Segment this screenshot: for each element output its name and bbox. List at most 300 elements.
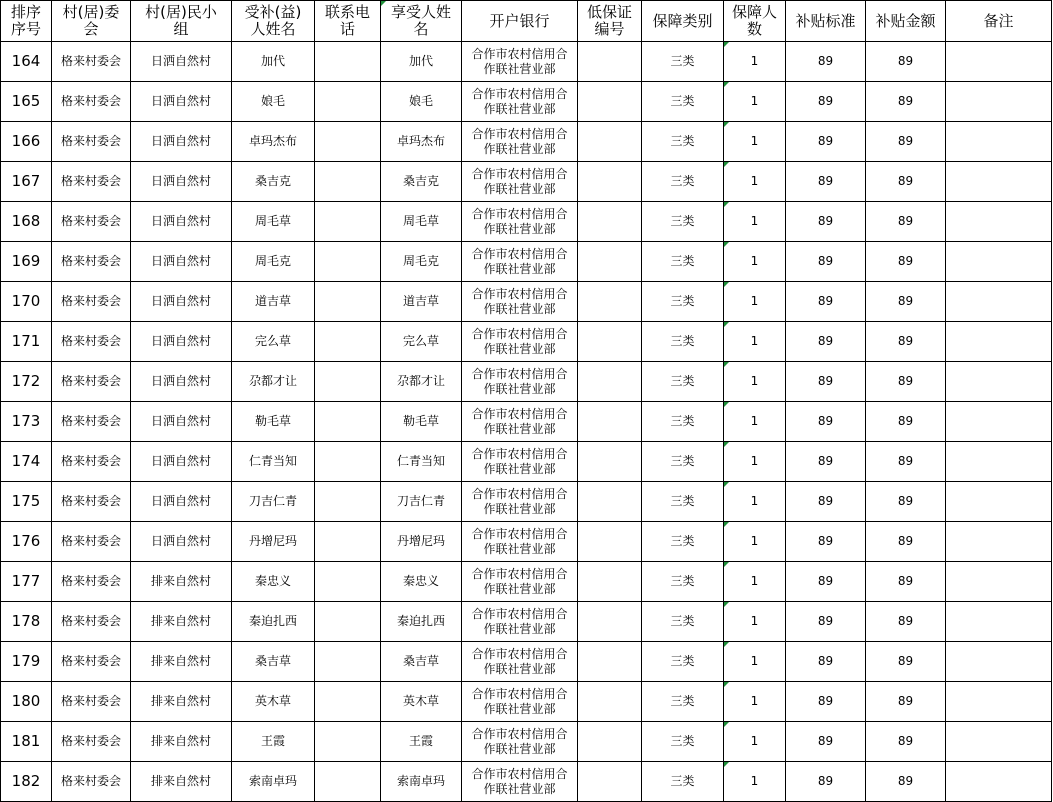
cell-beneficiary[interactable]: [381, 82, 462, 122]
cell-group[interactable]: [131, 682, 232, 722]
cell-group[interactable]: [131, 562, 232, 602]
cell-category[interactable]: [642, 722, 724, 762]
cell-dibao[interactable]: [578, 762, 642, 802]
cell-group[interactable]: [131, 642, 232, 682]
cell-beneficiary-text: 卓玛杰布: [396, 134, 445, 148]
cell-committee[interactable]: [52, 242, 131, 282]
cell-standard[interactable]: [786, 482, 866, 522]
cell-seq[interactable]: [1, 202, 52, 242]
cell-note[interactable]: [946, 522, 1052, 562]
cell-dibao[interactable]: [578, 362, 642, 402]
cell-category[interactable]: [642, 322, 724, 362]
cell-recipient[interactable]: [232, 282, 315, 322]
cell-group[interactable]: [131, 282, 232, 322]
cell-phone[interactable]: [315, 442, 381, 482]
cell-bank[interactable]: [462, 522, 578, 562]
cell-phone[interactable]: [315, 642, 381, 682]
cell-amount[interactable]: [866, 202, 946, 242]
cell-committee[interactable]: [52, 562, 131, 602]
cell-standard[interactable]: [786, 442, 866, 482]
cell-recipient[interactable]: [232, 482, 315, 522]
cell-beneficiary[interactable]: [381, 522, 462, 562]
cell-standard[interactable]: [786, 282, 866, 322]
header-group[interactable]: [131, 1, 232, 42]
cell-category[interactable]: [642, 242, 724, 282]
cell-beneficiary[interactable]: [381, 242, 462, 282]
cell-count[interactable]: [724, 482, 786, 522]
cell-dibao[interactable]: [578, 482, 642, 522]
cell-bank[interactable]: [462, 322, 578, 362]
cell-beneficiary-text: 娘毛: [408, 94, 433, 108]
cell-seq[interactable]: [1, 562, 52, 602]
cell-group[interactable]: [131, 762, 232, 802]
cell-dibao[interactable]: [578, 682, 642, 722]
cell-phone[interactable]: [315, 762, 381, 802]
cell-standard-text: 89: [817, 774, 834, 788]
cell-standard[interactable]: [786, 682, 866, 722]
cell-amount[interactable]: [866, 242, 946, 282]
cell-note[interactable]: [946, 82, 1052, 122]
cell-bank[interactable]: [462, 602, 578, 642]
cell-phone[interactable]: [315, 562, 381, 602]
cell-category[interactable]: [642, 602, 724, 642]
cell-count-text: 1: [750, 94, 759, 108]
header-amount[interactable]: [866, 1, 946, 42]
cell-bank[interactable]: [462, 562, 578, 602]
cell-beneficiary[interactable]: [381, 602, 462, 642]
header-standard[interactable]: [786, 1, 866, 42]
cell-recipient[interactable]: [232, 162, 315, 202]
cell-category-text: 三类: [670, 214, 695, 228]
cell-seq[interactable]: [1, 282, 52, 322]
cell-beneficiary[interactable]: [381, 122, 462, 162]
header-seq[interactable]: [1, 1, 52, 42]
cell-group[interactable]: [131, 522, 232, 562]
cell-recipient[interactable]: [232, 682, 315, 722]
cell-standard[interactable]: [786, 322, 866, 362]
cell-bank[interactable]: [462, 682, 578, 722]
cell-phone[interactable]: [315, 362, 381, 402]
cell-count[interactable]: [724, 202, 786, 242]
cell-phone[interactable]: [315, 682, 381, 722]
cell-bank[interactable]: [462, 722, 578, 762]
header-note[interactable]: [946, 1, 1052, 42]
cell-amount[interactable]: [866, 522, 946, 562]
cell-dibao[interactable]: [578, 282, 642, 322]
cell-count[interactable]: [724, 722, 786, 762]
cell-dibao[interactable]: [578, 42, 642, 82]
cell-committee-text: 格来村委会: [60, 254, 121, 268]
cell-committee[interactable]: [52, 522, 131, 562]
cell-group[interactable]: [131, 82, 232, 122]
cell-amount[interactable]: [866, 722, 946, 762]
header-beneficiary[interactable]: [381, 1, 462, 42]
cell-category[interactable]: [642, 442, 724, 482]
cell-phone[interactable]: [315, 722, 381, 762]
cell-note[interactable]: [946, 122, 1052, 162]
cell-recipient[interactable]: [232, 602, 315, 642]
cell-bank[interactable]: [462, 42, 578, 82]
header-count[interactable]: [724, 1, 786, 42]
cell-standard[interactable]: [786, 362, 866, 402]
cell-standard[interactable]: [786, 562, 866, 602]
cell-category[interactable]: [642, 282, 724, 322]
cell-category[interactable]: [642, 82, 724, 122]
cell-group-text: 日洒自然村: [150, 294, 211, 308]
cell-seq[interactable]: [1, 482, 52, 522]
cell-committee-text: 格来村委会: [60, 94, 121, 108]
cell-category[interactable]: [642, 162, 724, 202]
cell-note[interactable]: [946, 562, 1052, 602]
cell-seq[interactable]: [1, 522, 52, 562]
cell-group[interactable]: [131, 122, 232, 162]
cell-amount[interactable]: [866, 562, 946, 602]
cell-amount[interactable]: [866, 442, 946, 482]
cell-count[interactable]: [724, 642, 786, 682]
comment-marker: [724, 522, 729, 527]
cell-recipient[interactable]: [232, 82, 315, 122]
cell-phone[interactable]: [315, 322, 381, 362]
cell-group[interactable]: [131, 322, 232, 362]
cell-beneficiary[interactable]: [381, 42, 462, 82]
cell-standard[interactable]: [786, 642, 866, 682]
cell-group[interactable]: [131, 242, 232, 282]
cell-phone[interactable]: [315, 202, 381, 242]
cell-group[interactable]: [131, 402, 232, 442]
cell-recipient[interactable]: [232, 722, 315, 762]
cell-recipient[interactable]: [232, 442, 315, 482]
cell-count-text: 1: [750, 294, 759, 308]
cell-bank[interactable]: [462, 362, 578, 402]
cell-committee[interactable]: [52, 282, 131, 322]
cell-phone[interactable]: [315, 602, 381, 642]
cell-amount[interactable]: [866, 162, 946, 202]
cell-standard[interactable]: [786, 202, 866, 242]
cell-committee[interactable]: [52, 122, 131, 162]
cell-recipient-text: 周毛草: [254, 214, 291, 228]
cell-dibao[interactable]: [578, 522, 642, 562]
cell-category[interactable]: [642, 642, 724, 682]
header-dibao[interactable]: [578, 1, 642, 42]
cell-seq[interactable]: [1, 722, 52, 762]
cell-recipient[interactable]: [232, 402, 315, 442]
cell-category[interactable]: [642, 522, 724, 562]
cell-committee-text: 格来村委会: [60, 214, 121, 228]
cell-recipient[interactable]: [232, 202, 315, 242]
cell-seq[interactable]: [1, 82, 52, 122]
header-bank[interactable]: [462, 1, 578, 42]
cell-note[interactable]: [946, 722, 1052, 762]
header-standard-label: 补贴标准: [795, 11, 856, 30]
cell-beneficiary[interactable]: [381, 682, 462, 722]
cell-standard[interactable]: [786, 122, 866, 162]
cell-standard[interactable]: [786, 722, 866, 762]
cell-amount[interactable]: [866, 482, 946, 522]
cell-committee[interactable]: [52, 402, 131, 442]
cell-dibao[interactable]: [578, 162, 642, 202]
cell-recipient[interactable]: [232, 122, 315, 162]
cell-dibao[interactable]: [578, 82, 642, 122]
cell-seq[interactable]: [1, 642, 52, 682]
cell-note[interactable]: [946, 682, 1052, 722]
cell-committee[interactable]: [52, 202, 131, 242]
cell-seq-text: 179: [11, 652, 41, 670]
cell-seq[interactable]: [1, 362, 52, 402]
cell-count[interactable]: [724, 322, 786, 362]
cell-amount[interactable]: [866, 322, 946, 362]
cell-category[interactable]: [642, 682, 724, 722]
cell-count-text: 1: [750, 614, 759, 628]
cell-beneficiary[interactable]: [381, 402, 462, 442]
cell-committee[interactable]: [52, 682, 131, 722]
cell-seq[interactable]: [1, 682, 52, 722]
cell-bank[interactable]: [462, 402, 578, 442]
cell-recipient[interactable]: [232, 522, 315, 562]
header-recipient-label: 受补(益) 人姓名: [244, 3, 302, 38]
cell-bank[interactable]: [462, 162, 578, 202]
cell-phone[interactable]: [315, 162, 381, 202]
cell-group[interactable]: [131, 162, 232, 202]
cell-category[interactable]: [642, 482, 724, 522]
cell-committee-text: 格来村委会: [60, 534, 121, 548]
cell-standard[interactable]: [786, 402, 866, 442]
cell-amount[interactable]: [866, 602, 946, 642]
cell-note[interactable]: [946, 602, 1052, 642]
cell-category[interactable]: [642, 362, 724, 402]
cell-count[interactable]: [724, 242, 786, 282]
cell-amount[interactable]: [866, 642, 946, 682]
cell-count-text: 1: [750, 334, 759, 348]
cell-note[interactable]: [946, 42, 1052, 82]
header-phone[interactable]: [315, 1, 381, 42]
cell-committee[interactable]: [52, 482, 131, 522]
cell-committee[interactable]: [52, 602, 131, 642]
comment-marker: [724, 162, 729, 167]
cell-bank[interactable]: [462, 122, 578, 162]
cell-phone[interactable]: [315, 42, 381, 82]
cell-bank[interactable]: [462, 642, 578, 682]
cell-beneficiary[interactable]: [381, 482, 462, 522]
cell-seq[interactable]: [1, 162, 52, 202]
cell-note[interactable]: [946, 362, 1052, 402]
cell-count[interactable]: [724, 442, 786, 482]
cell-note[interactable]: [946, 442, 1052, 482]
cell-bank[interactable]: [462, 202, 578, 242]
cell-phone[interactable]: [315, 242, 381, 282]
cell-seq[interactable]: [1, 42, 52, 82]
cell-bank[interactable]: [462, 82, 578, 122]
cell-amount-text: 89: [897, 54, 914, 68]
header-count-label: 保障人 数: [731, 3, 777, 38]
cell-count[interactable]: [724, 682, 786, 722]
cell-phone[interactable]: [315, 282, 381, 322]
cell-seq-text: 166: [11, 132, 41, 150]
cell-committee-text: 格来村委会: [60, 694, 121, 708]
cell-category-text: 三类: [670, 334, 695, 348]
cell-phone[interactable]: [315, 122, 381, 162]
cell-count[interactable]: [724, 402, 786, 442]
cell-standard[interactable]: [786, 42, 866, 82]
cell-group[interactable]: [131, 362, 232, 402]
cell-recipient[interactable]: [232, 762, 315, 802]
cell-beneficiary[interactable]: [381, 762, 462, 802]
cell-beneficiary[interactable]: [381, 282, 462, 322]
cell-group[interactable]: [131, 42, 232, 82]
cell-group[interactable]: [131, 442, 232, 482]
cell-seq[interactable]: [1, 762, 52, 802]
cell-committee[interactable]: [52, 762, 131, 802]
cell-recipient[interactable]: [232, 362, 315, 402]
cell-beneficiary[interactable]: [381, 442, 462, 482]
cell-beneficiary[interactable]: [381, 722, 462, 762]
cell-dibao[interactable]: [578, 642, 642, 682]
cell-dibao[interactable]: [578, 122, 642, 162]
cell-beneficiary[interactable]: [381, 202, 462, 242]
cell-count[interactable]: [724, 562, 786, 602]
cell-committee[interactable]: [52, 722, 131, 762]
cell-recipient[interactable]: [232, 242, 315, 282]
table-row: [1, 762, 1052, 802]
cell-phone[interactable]: [315, 482, 381, 522]
header-committee[interactable]: [52, 1, 131, 42]
cell-standard[interactable]: [786, 602, 866, 642]
cell-category[interactable]: [642, 402, 724, 442]
cell-phone[interactable]: [315, 82, 381, 122]
cell-note[interactable]: [946, 202, 1052, 242]
cell-phone[interactable]: [315, 522, 381, 562]
cell-seq-text: 182: [11, 772, 41, 790]
cell-recipient[interactable]: [232, 642, 315, 682]
cell-note[interactable]: [946, 482, 1052, 522]
cell-note[interactable]: [946, 282, 1052, 322]
cell-count[interactable]: [724, 42, 786, 82]
cell-amount[interactable]: [866, 402, 946, 442]
cell-seq[interactable]: [1, 242, 52, 282]
cell-dibao[interactable]: [578, 722, 642, 762]
cell-beneficiary[interactable]: [381, 642, 462, 682]
cell-count[interactable]: [724, 362, 786, 402]
cell-note[interactable]: [946, 762, 1052, 802]
cell-group[interactable]: [131, 722, 232, 762]
cell-committee[interactable]: [52, 642, 131, 682]
cell-phone[interactable]: [315, 402, 381, 442]
cell-beneficiary[interactable]: [381, 362, 462, 402]
cell-beneficiary[interactable]: [381, 162, 462, 202]
cell-count[interactable]: [724, 82, 786, 122]
cell-amount[interactable]: [866, 682, 946, 722]
cell-category-text: 三类: [670, 94, 695, 108]
cell-amount[interactable]: [866, 42, 946, 82]
cell-note[interactable]: [946, 642, 1052, 682]
cell-bank[interactable]: [462, 442, 578, 482]
cell-category[interactable]: [642, 202, 724, 242]
cell-count[interactable]: [724, 602, 786, 642]
cell-seq[interactable]: [1, 322, 52, 362]
cell-count-text: 1: [750, 734, 759, 748]
cell-category[interactable]: [642, 762, 724, 802]
cell-amount-text: 89: [897, 134, 914, 148]
cell-bank[interactable]: [462, 242, 578, 282]
cell-seq[interactable]: [1, 402, 52, 442]
header-note-label: 备注: [983, 11, 1014, 30]
cell-group[interactable]: [131, 482, 232, 522]
cell-dibao[interactable]: [578, 202, 642, 242]
header-category[interactable]: [642, 1, 724, 42]
cell-bank[interactable]: [462, 762, 578, 802]
cell-dibao[interactable]: [578, 402, 642, 442]
cell-standard[interactable]: [786, 522, 866, 562]
cell-beneficiary[interactable]: [381, 322, 462, 362]
cell-bank[interactable]: [462, 282, 578, 322]
cell-count[interactable]: [724, 122, 786, 162]
cell-amount[interactable]: [866, 122, 946, 162]
cell-category[interactable]: [642, 42, 724, 82]
cell-category-text: 三类: [670, 54, 695, 68]
cell-recipient[interactable]: [232, 322, 315, 362]
cell-dibao[interactable]: [578, 322, 642, 362]
header-row: [1, 1, 1052, 42]
cell-amount[interactable]: [866, 82, 946, 122]
cell-dibao[interactable]: [578, 242, 642, 282]
cell-committee[interactable]: [52, 322, 131, 362]
header-recipient[interactable]: [232, 1, 315, 42]
cell-standard[interactable]: [786, 242, 866, 282]
header-phone-label: 联系电 话: [324, 3, 370, 38]
cell-note[interactable]: [946, 162, 1052, 202]
cell-committee-text: 格来村委会: [60, 614, 121, 628]
cell-note[interactable]: [946, 242, 1052, 282]
cell-dibao[interactable]: [578, 562, 642, 602]
cell-beneficiary[interactable]: [381, 562, 462, 602]
cell-bank-text: 合作市农村信用合 作联社营业部: [471, 446, 568, 476]
cell-seq[interactable]: [1, 122, 52, 162]
cell-amount[interactable]: [866, 282, 946, 322]
cell-note[interactable]: [946, 402, 1052, 442]
cell-amount[interactable]: [866, 362, 946, 402]
cell-committee[interactable]: [52, 162, 131, 202]
cell-committee[interactable]: [52, 82, 131, 122]
cell-dibao[interactable]: [578, 442, 642, 482]
cell-group[interactable]: [131, 602, 232, 642]
cell-committee[interactable]: [52, 362, 131, 402]
cell-recipient[interactable]: [232, 42, 315, 82]
cell-count[interactable]: [724, 522, 786, 562]
table-row: [1, 522, 1052, 562]
cell-seq[interactable]: [1, 602, 52, 642]
cell-committee[interactable]: [52, 442, 131, 482]
cell-bank[interactable]: [462, 482, 578, 522]
cell-category[interactable]: [642, 122, 724, 162]
cell-amount[interactable]: [866, 762, 946, 802]
cell-recipient[interactable]: [232, 562, 315, 602]
cell-recipient-text: 娘毛: [260, 94, 285, 108]
cell-group[interactable]: [131, 202, 232, 242]
cell-count[interactable]: [724, 762, 786, 802]
comment-marker: [724, 762, 729, 767]
cell-count[interactable]: [724, 282, 786, 322]
cell-category[interactable]: [642, 562, 724, 602]
cell-category-text: 三类: [670, 654, 695, 668]
cell-seq[interactable]: [1, 442, 52, 482]
cell-standard[interactable]: [786, 762, 866, 802]
cell-beneficiary-text: 仁青当知: [396, 454, 445, 468]
cell-note[interactable]: [946, 322, 1052, 362]
cell-standard[interactable]: [786, 162, 866, 202]
cell-count[interactable]: [724, 162, 786, 202]
cell-dibao[interactable]: [578, 602, 642, 642]
cell-standard[interactable]: [786, 82, 866, 122]
cell-committee[interactable]: [52, 42, 131, 82]
